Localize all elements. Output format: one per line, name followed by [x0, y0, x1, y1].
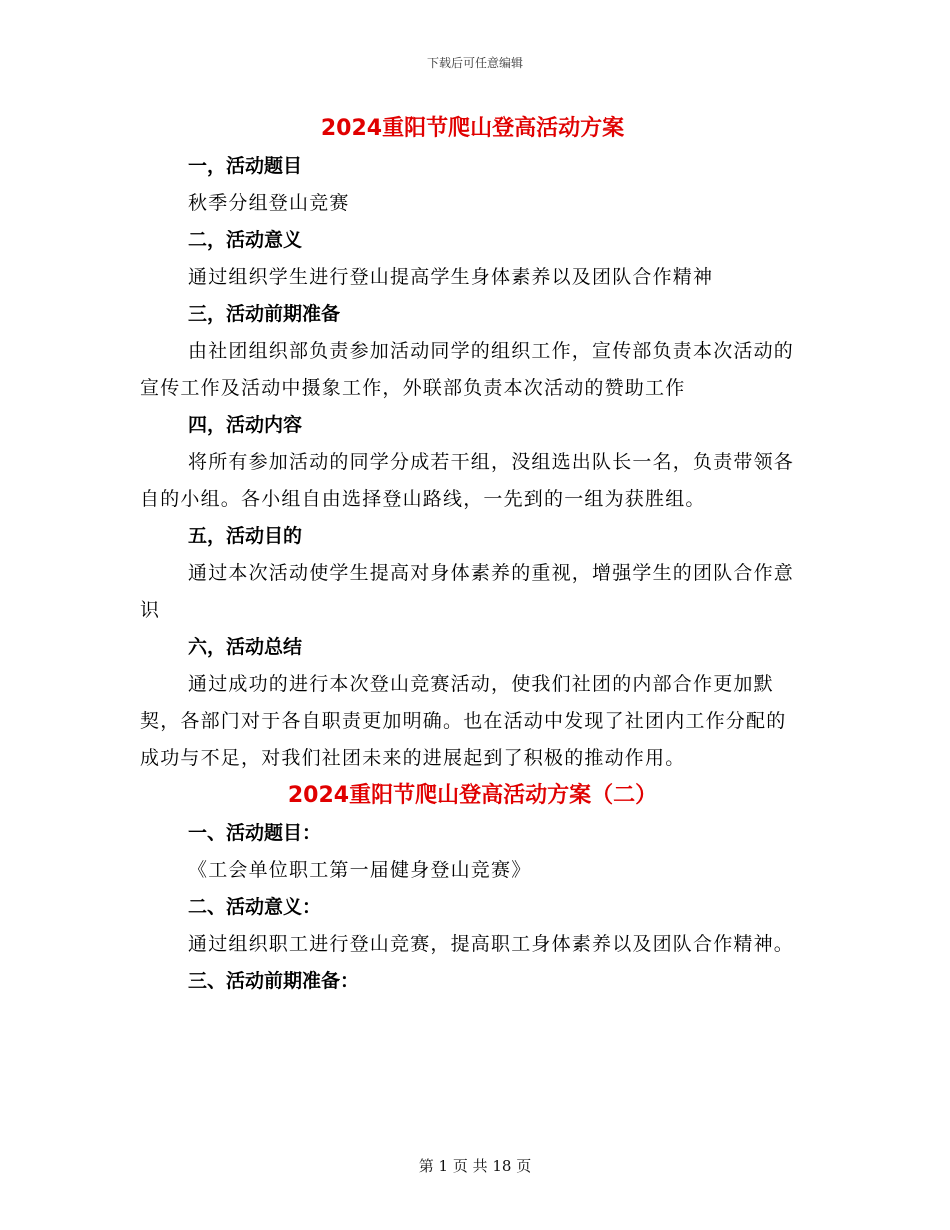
section-paragraph: 通过组织学生进行登山提高学生身体素养以及团队合作精神: [188, 266, 714, 288]
page-number: 第 1 页 共 18 页: [418, 1157, 532, 1175]
section-heading: 五，活动目的: [188, 525, 303, 547]
section-paragraph: 通过成功的进行本次登山竞赛活动，使我们社团的内部合作更加默契，各部门对于各自职责更加明确。也在活动中发现了社团内工作分配的成功与不足，对我们社团未来的进展起到了积极的推动作用。: [140, 673, 787, 769]
section-heading: 一、活动题目：: [188, 822, 322, 844]
section-heading: 六，活动总结: [188, 636, 303, 658]
section-heading: 二，活动意义: [188, 229, 303, 251]
section-heading: 二、活动意义：: [188, 896, 322, 918]
section-paragraph: 将所有参加活动的同学分成若干组，没组选出队长一名，负责带领各自的小组。各小组自由选择登山路线，一先到的一组为获胜组。: [140, 451, 795, 510]
section-paragraph: 《工会单位职工第一届健身登山竞赛》: [188, 859, 532, 881]
section-paragraph: 通过本次活动使学生提高对身体素养的重视，增强学生的团队合作意识: [140, 562, 795, 621]
section-heading: 一，活动题目: [188, 155, 303, 177]
document-body: [140, 110, 805, 1000]
section-heading: 三，活动前期准备: [188, 303, 341, 325]
document-title-2: 2024重阳节爬山登高活动方案（二）: [287, 783, 658, 808]
section-paragraph: 秋季分组登山竞赛: [188, 192, 350, 214]
section-heading: 三、活动前期准备：: [188, 970, 360, 992]
section-paragraph: 通过组织职工进行登山竞赛，提高职工身体素养以及团队合作精神。: [188, 933, 795, 955]
section-heading: 四，活动内容: [188, 414, 303, 436]
document-title: 2024重阳节爬山登高活动方案: [320, 116, 625, 141]
page-header-note: 下载后可任意编辑: [426, 56, 523, 70]
section-paragraph: 由社团组织部负责参加活动同学的组织工作，宣传部负责本次活动的宣传工作及活动中摄象工作，外联部负责本次活动的赞助工作: [140, 340, 795, 399]
